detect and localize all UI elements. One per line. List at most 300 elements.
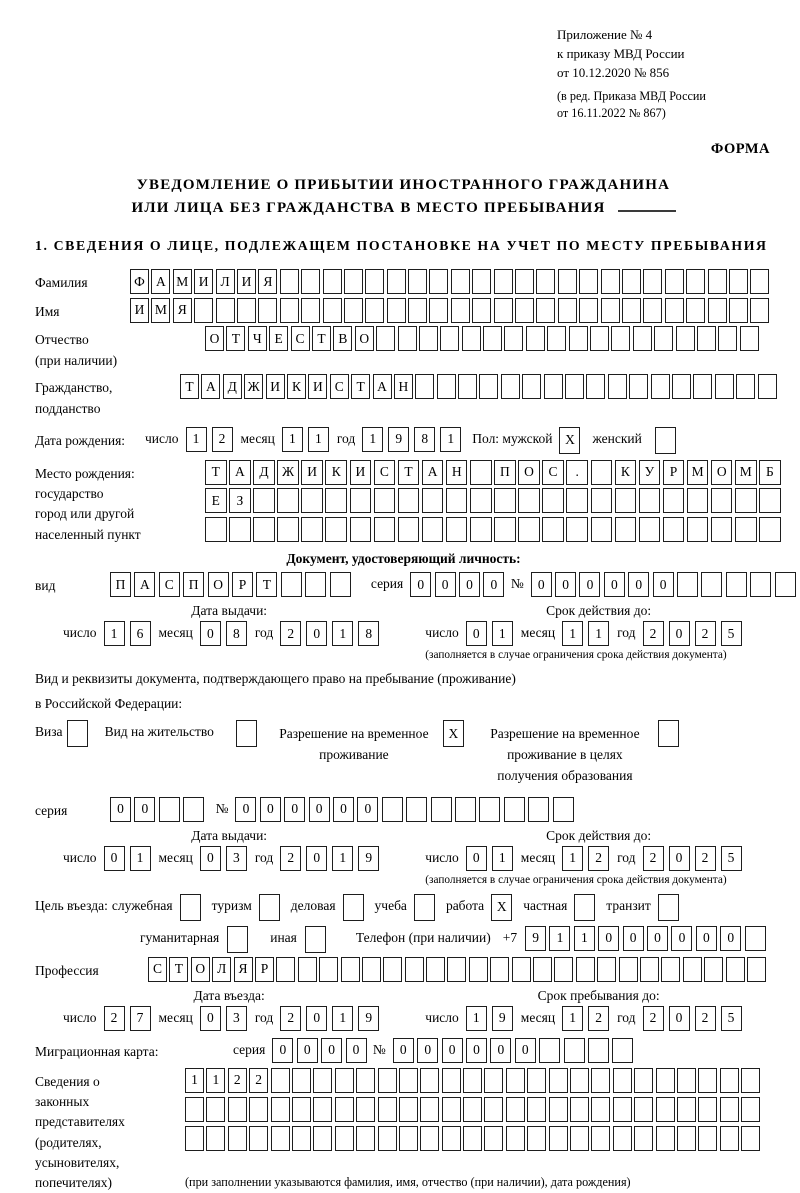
- birth-place-cell[interactable]: [277, 517, 299, 542]
- migration-number-cell[interactable]: [539, 1038, 560, 1063]
- entry-year-cell[interactable]: 1: [332, 1006, 353, 1031]
- representative-cell[interactable]: [185, 1097, 204, 1122]
- birth-place-cell[interactable]: [446, 517, 468, 542]
- representative-cell[interactable]: [506, 1097, 525, 1122]
- identity-series-cell[interactable]: 0: [435, 572, 456, 597]
- representative-cell[interactable]: [442, 1068, 461, 1093]
- citizenship-cell[interactable]: С: [330, 374, 349, 399]
- stay-year-cell[interactable]: 5: [721, 1006, 742, 1031]
- patronymic-cell[interactable]: [633, 326, 652, 351]
- identity-number-cell[interactable]: [775, 572, 796, 597]
- birth-place-cell[interactable]: [735, 517, 757, 542]
- birth-place-cell[interactable]: [591, 488, 613, 513]
- residence-number-cell[interactable]: [431, 797, 452, 822]
- residence-expiry-month-cell[interactable]: 1: [562, 846, 583, 871]
- citizenship-cell[interactable]: [629, 374, 648, 399]
- representative-cell[interactable]: [249, 1097, 268, 1122]
- profession-cell[interactable]: Я: [234, 957, 253, 982]
- patronymic-cell[interactable]: В: [333, 326, 352, 351]
- given-name-cell[interactable]: [344, 298, 363, 323]
- surname-cell[interactable]: [323, 269, 342, 294]
- birth-place-cell[interactable]: [566, 488, 588, 513]
- residence-issue-year-cell[interactable]: 0: [306, 846, 327, 871]
- residence-expiry-day-cell[interactable]: 1: [492, 846, 513, 871]
- migration-number-cell[interactable]: 0: [490, 1038, 511, 1063]
- identity-expiry-month-cell[interactable]: 1: [588, 621, 609, 646]
- representative-cell[interactable]: [698, 1068, 717, 1093]
- patronymic-cell[interactable]: [462, 326, 481, 351]
- representative-cell[interactable]: [206, 1126, 225, 1151]
- surname-cell[interactable]: [451, 269, 470, 294]
- migration-number-cell[interactable]: 0: [417, 1038, 438, 1063]
- representative-cell[interactable]: [698, 1097, 717, 1122]
- phone-digit-cell[interactable]: 0: [647, 926, 668, 951]
- surname-cell[interactable]: [579, 269, 598, 294]
- surname-cell[interactable]: [729, 269, 748, 294]
- identity-expiry-year-cell[interactable]: 2: [695, 621, 716, 646]
- purpose-official-checkbox[interactable]: [180, 894, 201, 921]
- identity-kind-cell[interactable]: А: [134, 572, 155, 597]
- birth-place-cell[interactable]: И: [301, 460, 323, 485]
- citizenship-cell[interactable]: [415, 374, 434, 399]
- birth-month-cell[interactable]: 1: [282, 427, 303, 452]
- birth-place-cell[interactable]: [470, 488, 492, 513]
- identity-issue-year-cell[interactable]: 2: [280, 621, 301, 646]
- phone-digit-cell[interactable]: 0: [623, 926, 644, 951]
- patronymic-cell[interactable]: [398, 326, 417, 351]
- identity-kind-cell[interactable]: [281, 572, 302, 597]
- given-name-cell[interactable]: [494, 298, 513, 323]
- patronymic-cell[interactable]: [440, 326, 459, 351]
- representative-cell[interactable]: [720, 1097, 739, 1122]
- stay-day-cell[interactable]: 1: [466, 1006, 487, 1031]
- stay-year-cell[interactable]: 2: [695, 1006, 716, 1031]
- citizenship-cell[interactable]: А: [373, 374, 392, 399]
- identity-kind-cell[interactable]: Р: [232, 572, 253, 597]
- given-name-cell[interactable]: [237, 298, 256, 323]
- birth-place-cell[interactable]: [518, 517, 540, 542]
- residence-issue-month-cell[interactable]: 3: [226, 846, 247, 871]
- patronymic-cell[interactable]: [547, 326, 566, 351]
- citizenship-cell[interactable]: Д: [223, 374, 242, 399]
- representative-cell[interactable]: [527, 1068, 546, 1093]
- birth-place-cell[interactable]: К: [325, 460, 347, 485]
- birth-place-cell[interactable]: [277, 488, 299, 513]
- profession-cell[interactable]: [533, 957, 552, 982]
- citizenship-cell[interactable]: Т: [180, 374, 199, 399]
- birth-place-cell[interactable]: [591, 517, 613, 542]
- birth-place-cell[interactable]: [663, 488, 685, 513]
- citizenship-cell[interactable]: [608, 374, 627, 399]
- surname-cell[interactable]: М: [173, 269, 192, 294]
- residence-number-cell[interactable]: [553, 797, 574, 822]
- representative-cell[interactable]: [442, 1126, 461, 1151]
- residence-expiry-year-cell[interactable]: 5: [721, 846, 742, 871]
- identity-issue-day-cell[interactable]: 1: [104, 621, 125, 646]
- stay-year-cell[interactable]: 2: [643, 1006, 664, 1031]
- surname-cell[interactable]: [365, 269, 384, 294]
- surname-cell[interactable]: [643, 269, 662, 294]
- citizenship-cell[interactable]: [715, 374, 734, 399]
- given-name-cell[interactable]: [280, 298, 299, 323]
- phone-digit-cell[interactable]: 0: [671, 926, 692, 951]
- identity-issue-month-cell[interactable]: 8: [226, 621, 247, 646]
- representative-cell[interactable]: [741, 1068, 760, 1093]
- residence-number-cell[interactable]: [528, 797, 549, 822]
- representative-cell[interactable]: [570, 1068, 589, 1093]
- birth-place-cell[interactable]: [301, 488, 323, 513]
- birth-place-cell[interactable]: Р: [663, 460, 685, 485]
- representative-cell[interactable]: [463, 1097, 482, 1122]
- birth-year-cell[interactable]: 1: [362, 427, 383, 452]
- birth-place-cell[interactable]: О: [518, 460, 540, 485]
- surname-cell[interactable]: [408, 269, 427, 294]
- surname-cell[interactable]: И: [237, 269, 256, 294]
- birth-place-cell[interactable]: [615, 488, 637, 513]
- representative-cell[interactable]: 1: [206, 1068, 225, 1093]
- given-name-cell[interactable]: [387, 298, 406, 323]
- identity-number-cell[interactable]: 0: [604, 572, 625, 597]
- surname-cell[interactable]: [429, 269, 448, 294]
- migration-series-cell[interactable]: 0: [297, 1038, 318, 1063]
- citizenship-cell[interactable]: Ж: [244, 374, 263, 399]
- profession-cell[interactable]: [576, 957, 595, 982]
- birth-day-cell[interactable]: 2: [212, 427, 233, 452]
- birth-year-cell[interactable]: 1: [440, 427, 461, 452]
- surname-cell[interactable]: [601, 269, 620, 294]
- surname-cell[interactable]: [536, 269, 555, 294]
- given-name-cell[interactable]: И: [130, 298, 149, 323]
- representative-cell[interactable]: [271, 1068, 290, 1093]
- birth-place-cell[interactable]: [494, 488, 516, 513]
- birth-place-cell[interactable]: [663, 517, 685, 542]
- residence-issue-year-cell[interactable]: 1: [332, 846, 353, 871]
- birth-place-cell[interactable]: [325, 517, 347, 542]
- birth-place-cell[interactable]: [711, 517, 733, 542]
- profession-cell[interactable]: [447, 957, 466, 982]
- birth-place-cell[interactable]: [687, 517, 709, 542]
- surname-cell[interactable]: [494, 269, 513, 294]
- residence-issue-month-cell[interactable]: 0: [200, 846, 221, 871]
- given-name-cell[interactable]: [579, 298, 598, 323]
- representative-cell[interactable]: [335, 1097, 354, 1122]
- surname-cell[interactable]: И: [194, 269, 213, 294]
- given-name-cell[interactable]: [643, 298, 662, 323]
- residence-number-cell[interactable]: 0: [309, 797, 330, 822]
- identity-issue-year-cell[interactable]: 1: [332, 621, 353, 646]
- birth-place-cell[interactable]: А: [229, 460, 251, 485]
- phone-digit-cell[interactable]: [745, 926, 766, 951]
- identity-number-cell[interactable]: [677, 572, 698, 597]
- given-name-cell[interactable]: [558, 298, 577, 323]
- identity-number-cell[interactable]: 0: [555, 572, 576, 597]
- profession-cell[interactable]: [469, 957, 488, 982]
- profession-cell[interactable]: [597, 957, 616, 982]
- birth-place-cell[interactable]: [374, 517, 396, 542]
- identity-expiry-day-cell[interactable]: 1: [492, 621, 513, 646]
- profession-cell[interactable]: О: [191, 957, 210, 982]
- birth-place-cell[interactable]: [759, 517, 781, 542]
- patronymic-cell[interactable]: [526, 326, 545, 351]
- residence-issue-day-cell[interactable]: 0: [104, 846, 125, 871]
- given-name-cell[interactable]: [536, 298, 555, 323]
- residence-series-cell[interactable]: 0: [134, 797, 155, 822]
- representative-cell[interactable]: [399, 1068, 418, 1093]
- residence-number-cell[interactable]: [382, 797, 403, 822]
- patronymic-cell[interactable]: [569, 326, 588, 351]
- identity-kind-cell[interactable]: О: [208, 572, 229, 597]
- birth-place-cell[interactable]: [566, 517, 588, 542]
- profession-cell[interactable]: С: [148, 957, 167, 982]
- representative-cell[interactable]: [484, 1097, 503, 1122]
- identity-number-cell[interactable]: 0: [628, 572, 649, 597]
- surname-cell[interactable]: [665, 269, 684, 294]
- given-name-cell[interactable]: [622, 298, 641, 323]
- identity-number-cell[interactable]: 0: [531, 572, 552, 597]
- representative-cell[interactable]: [228, 1126, 247, 1151]
- identity-number-cell[interactable]: [750, 572, 771, 597]
- entry-year-cell[interactable]: 2: [280, 1006, 301, 1031]
- birth-place-cell[interactable]: [711, 488, 733, 513]
- citizenship-cell[interactable]: [651, 374, 670, 399]
- migration-series-cell[interactable]: 0: [346, 1038, 367, 1063]
- given-name-cell[interactable]: [729, 298, 748, 323]
- birth-year-cell[interactable]: 8: [414, 427, 435, 452]
- profession-cell[interactable]: [661, 957, 680, 982]
- identity-kind-cell[interactable]: Т: [256, 572, 277, 597]
- birth-place-cell[interactable]: Н: [446, 460, 468, 485]
- profession-cell[interactable]: [405, 957, 424, 982]
- given-name-cell[interactable]: М: [151, 298, 170, 323]
- birth-place-cell[interactable]: [301, 517, 323, 542]
- profession-cell[interactable]: [640, 957, 659, 982]
- birth-place-cell[interactable]: [205, 517, 227, 542]
- residence-expiry-month-cell[interactable]: 2: [588, 846, 609, 871]
- representative-cell[interactable]: [613, 1097, 632, 1122]
- profession-cell[interactable]: [683, 957, 702, 982]
- patronymic-cell[interactable]: Т: [312, 326, 331, 351]
- birth-place-cell[interactable]: [518, 488, 540, 513]
- identity-series-cell[interactable]: 0: [483, 572, 504, 597]
- representative-cell[interactable]: [420, 1097, 439, 1122]
- representative-cell[interactable]: 1: [185, 1068, 204, 1093]
- identity-expiry-day-cell[interactable]: 0: [466, 621, 487, 646]
- temp-residence-edu-checkbox[interactable]: [658, 720, 679, 747]
- profession-cell[interactable]: [490, 957, 509, 982]
- purpose-business-checkbox[interactable]: [343, 894, 364, 921]
- purpose-other-checkbox[interactable]: [305, 926, 326, 953]
- representative-cell[interactable]: [228, 1097, 247, 1122]
- identity-issue-month-cell[interactable]: 0: [200, 621, 221, 646]
- purpose-study-checkbox[interactable]: [414, 894, 435, 921]
- representative-cell[interactable]: [613, 1126, 632, 1151]
- residence-expiry-day-cell[interactable]: 0: [466, 846, 487, 871]
- representative-cell[interactable]: [335, 1068, 354, 1093]
- identity-expiry-month-cell[interactable]: 1: [562, 621, 583, 646]
- given-name-cell[interactable]: [408, 298, 427, 323]
- citizenship-cell[interactable]: [565, 374, 584, 399]
- representative-cell[interactable]: [613, 1068, 632, 1093]
- patronymic-cell[interactable]: [697, 326, 716, 351]
- representative-cell[interactable]: [506, 1068, 525, 1093]
- surname-cell[interactable]: [280, 269, 299, 294]
- representative-cell[interactable]: [591, 1068, 610, 1093]
- birth-place-cell[interactable]: [398, 488, 420, 513]
- citizenship-cell[interactable]: [758, 374, 777, 399]
- identity-kind-cell[interactable]: П: [183, 572, 204, 597]
- migration-series-cell[interactable]: 0: [272, 1038, 293, 1063]
- residence-issue-year-cell[interactable]: 2: [280, 846, 301, 871]
- representative-cell[interactable]: [549, 1126, 568, 1151]
- residence-issue-day-cell[interactable]: 1: [130, 846, 151, 871]
- representative-cell[interactable]: [463, 1068, 482, 1093]
- citizenship-cell[interactable]: К: [287, 374, 306, 399]
- birth-place-cell[interactable]: М: [687, 460, 709, 485]
- birth-place-cell[interactable]: Д: [253, 460, 275, 485]
- representative-cell[interactable]: [591, 1097, 610, 1122]
- birth-place-cell[interactable]: М: [735, 460, 757, 485]
- surname-cell[interactable]: [686, 269, 705, 294]
- representative-cell[interactable]: [271, 1126, 290, 1151]
- purpose-private-checkbox[interactable]: [574, 894, 595, 921]
- profession-cell[interactable]: [619, 957, 638, 982]
- birth-place-cell[interactable]: А: [422, 460, 444, 485]
- purpose-transit-checkbox[interactable]: [658, 894, 679, 921]
- birth-place-cell[interactable]: И: [350, 460, 372, 485]
- representative-cell[interactable]: [292, 1126, 311, 1151]
- surname-cell[interactable]: А: [151, 269, 170, 294]
- given-name-cell[interactable]: [708, 298, 727, 323]
- given-name-cell[interactable]: [515, 298, 534, 323]
- representative-cell[interactable]: [249, 1126, 268, 1151]
- representative-cell[interactable]: [741, 1126, 760, 1151]
- profession-cell[interactable]: Т: [169, 957, 188, 982]
- phone-digit-cell[interactable]: 1: [549, 926, 570, 951]
- identity-kind-cell[interactable]: [330, 572, 351, 597]
- birth-place-cell[interactable]: Ж: [277, 460, 299, 485]
- representative-cell[interactable]: [570, 1097, 589, 1122]
- patronymic-cell[interactable]: [483, 326, 502, 351]
- surname-cell[interactable]: Ф: [130, 269, 149, 294]
- representative-cell[interactable]: [378, 1068, 397, 1093]
- residence-issue-year-cell[interactable]: 9: [358, 846, 379, 871]
- profession-cell[interactable]: [426, 957, 445, 982]
- representative-cell[interactable]: [527, 1126, 546, 1151]
- patronymic-cell[interactable]: С: [291, 326, 310, 351]
- birth-place-cell[interactable]: С: [542, 460, 564, 485]
- residence-number-cell[interactable]: [504, 797, 525, 822]
- representative-cell[interactable]: [356, 1068, 375, 1093]
- phone-digit-cell[interactable]: 0: [696, 926, 717, 951]
- profession-cell[interactable]: [319, 957, 338, 982]
- birth-place-cell[interactable]: [687, 488, 709, 513]
- birth-place-cell[interactable]: Т: [205, 460, 227, 485]
- birth-place-cell[interactable]: .: [566, 460, 588, 485]
- given-name-cell[interactable]: [301, 298, 320, 323]
- residence-number-cell[interactable]: 0: [333, 797, 354, 822]
- representative-cell[interactable]: [698, 1126, 717, 1151]
- citizenship-cell[interactable]: [522, 374, 541, 399]
- given-name-cell[interactable]: [750, 298, 769, 323]
- representative-cell[interactable]: [527, 1097, 546, 1122]
- representative-cell[interactable]: [677, 1068, 696, 1093]
- patronymic-cell[interactable]: [611, 326, 630, 351]
- representative-cell[interactable]: [356, 1126, 375, 1151]
- residence-number-cell[interactable]: 0: [235, 797, 256, 822]
- residence-number-cell[interactable]: [406, 797, 427, 822]
- birth-place-cell[interactable]: [735, 488, 757, 513]
- representative-cell[interactable]: [313, 1068, 332, 1093]
- birth-place-cell[interactable]: [470, 460, 492, 485]
- birth-place-cell[interactable]: [350, 488, 372, 513]
- entry-month-cell[interactable]: 0: [200, 1006, 221, 1031]
- citizenship-cell[interactable]: [736, 374, 755, 399]
- representative-cell[interactable]: [463, 1126, 482, 1151]
- patronymic-cell[interactable]: [504, 326, 523, 351]
- patronymic-cell[interactable]: [590, 326, 609, 351]
- identity-issue-year-cell[interactable]: 8: [358, 621, 379, 646]
- patronymic-cell[interactable]: Ч: [248, 326, 267, 351]
- profession-cell[interactable]: [704, 957, 723, 982]
- migration-number-cell[interactable]: 0: [515, 1038, 536, 1063]
- migration-number-cell[interactable]: 0: [442, 1038, 463, 1063]
- surname-cell[interactable]: [558, 269, 577, 294]
- representative-cell[interactable]: [720, 1126, 739, 1151]
- representative-cell[interactable]: [185, 1126, 204, 1151]
- identity-kind-cell[interactable]: П: [110, 572, 131, 597]
- birth-place-cell[interactable]: К: [615, 460, 637, 485]
- migration-number-cell[interactable]: [588, 1038, 609, 1063]
- residence-expiry-year-cell[interactable]: 0: [669, 846, 690, 871]
- citizenship-cell[interactable]: И: [266, 374, 285, 399]
- birth-place-cell[interactable]: [639, 488, 661, 513]
- representative-cell[interactable]: [420, 1068, 439, 1093]
- residence-series-cell[interactable]: 0: [110, 797, 131, 822]
- entry-year-cell[interactable]: 0: [306, 1006, 327, 1031]
- birth-year-cell[interactable]: 9: [388, 427, 409, 452]
- given-name-cell[interactable]: [323, 298, 342, 323]
- representative-cell[interactable]: [656, 1068, 675, 1093]
- representative-cell[interactable]: [506, 1126, 525, 1151]
- residence-series-cell[interactable]: [159, 797, 180, 822]
- citizenship-cell[interactable]: [458, 374, 477, 399]
- representative-cell[interactable]: [484, 1068, 503, 1093]
- representative-cell[interactable]: [677, 1126, 696, 1151]
- purpose-work-checkbox[interactable]: X: [491, 894, 512, 921]
- surname-cell[interactable]: [344, 269, 363, 294]
- given-name-cell[interactable]: [216, 298, 235, 323]
- surname-cell[interactable]: Я: [258, 269, 277, 294]
- birth-place-cell[interactable]: О: [711, 460, 733, 485]
- representative-cell[interactable]: [549, 1097, 568, 1122]
- entry-year-cell[interactable]: 9: [358, 1006, 379, 1031]
- identity-series-cell[interactable]: 0: [410, 572, 431, 597]
- temp-residence-checkbox[interactable]: X: [443, 720, 464, 747]
- birth-place-cell[interactable]: У: [639, 460, 661, 485]
- birth-place-cell[interactable]: [350, 517, 372, 542]
- representative-cell[interactable]: [292, 1068, 311, 1093]
- profession-cell[interactable]: [341, 957, 360, 982]
- patronymic-cell[interactable]: О: [205, 326, 224, 351]
- representative-cell[interactable]: [634, 1126, 653, 1151]
- residence-number-cell[interactable]: [479, 797, 500, 822]
- representative-cell[interactable]: [313, 1097, 332, 1122]
- surname-cell[interactable]: [622, 269, 641, 294]
- birth-place-cell[interactable]: [422, 517, 444, 542]
- representative-cell[interactable]: [292, 1097, 311, 1122]
- citizenship-cell[interactable]: [479, 374, 498, 399]
- patronymic-cell[interactable]: [740, 326, 759, 351]
